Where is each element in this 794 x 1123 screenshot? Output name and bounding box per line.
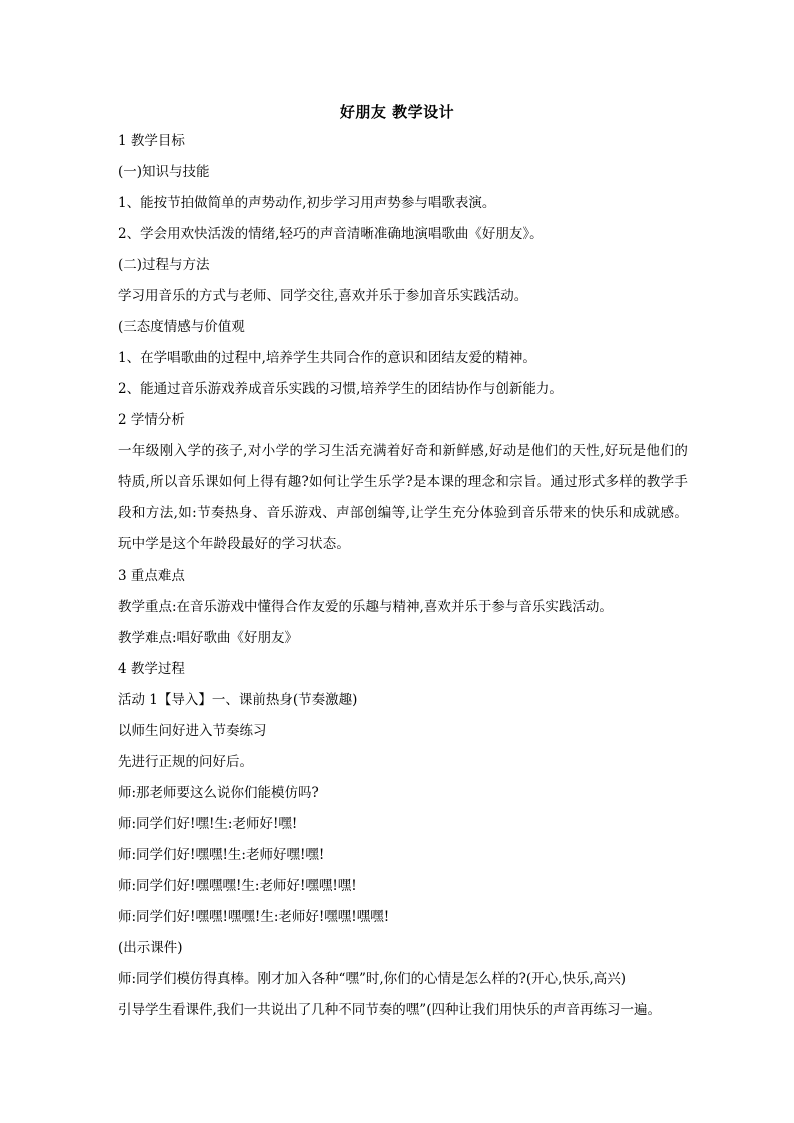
process-line: (出示课件) bbox=[118, 940, 183, 956]
document-body bbox=[118, 131, 688, 1031]
dialogue-line: 师:那老师要这么说你们能模仿吗? bbox=[118, 785, 319, 801]
dialogue-line: 师:同学们模仿得真棒。刚才加入各种“嘿”时,你们的心情是怎么样的?(开心,快乐,高兴) bbox=[118, 971, 626, 987]
heading-key-points: 3 重点难点 bbox=[118, 568, 185, 584]
analysis-paragraph: 一年级刚入学的孩子,对小学的学习生活充满着好奇和新鲜感,好动是他们的天性,好玩是他们的特质,所以音乐课如何上得有趣?如何让学生乐学?是本课的理念和宗旨。通过形式多样的教学手段和方法,如:节奏热身、音乐游戏、声部创编等,让学生充分体验到音乐带来的快乐和成就感。玩中学是这个年龄段最好的学习状态。 bbox=[118, 443, 688, 552]
heading-teaching-goals: 1 教学目标 bbox=[118, 133, 185, 149]
goal-item: 1、能按节拍做简单的声势动作,初步学习用声势参与唱歌表演。 bbox=[118, 195, 496, 211]
process-line: 以师生问好进入节奏练习 bbox=[118, 723, 267, 739]
key-point-text: 教学重点:在音乐游戏中懂得合作友爱的乐趣与精神,喜欢并乐于参与音乐实践活动。 bbox=[118, 599, 613, 615]
dialogue-line: 师:同学们好!嘿嘿!生:老师好嘿!嘿! bbox=[118, 847, 325, 863]
goal-item: 2、能通过音乐游戏养成音乐实践的习惯,培养学生的团结协作与创新能力。 bbox=[118, 381, 563, 397]
goal-item: 2、学会用欢快活泼的情绪,轻巧的声音清晰准确地演唱歌曲《好朋友》。 bbox=[118, 226, 543, 242]
activity-heading: 活动 1【导入】一、课前热身(节奏激趣) bbox=[118, 692, 358, 708]
heading-teaching-process: 4 教学过程 bbox=[118, 661, 185, 677]
dialogue-line: 师:同学们好!嘿!生:老师好!嘿! bbox=[118, 816, 298, 832]
subheading-process-methods: (二)过程与方法 bbox=[118, 257, 210, 273]
goal-item: 学习用音乐的方式与老师、同学交往,喜欢并乐于参加音乐实践活动。 bbox=[118, 288, 528, 304]
subheading-attitude-values: (三态度情感与价值观 bbox=[118, 319, 245, 335]
dialogue-line: 师:同学们好!嘿嘿嘿!生:老师好!嘿嘿!嘿! bbox=[118, 878, 357, 894]
goal-item: 1、在学唱歌曲的过程中,培养学生共同合作的意识和团结友爱的精神。 bbox=[118, 350, 536, 366]
heading-student-analysis: 2 学情分析 bbox=[118, 412, 185, 428]
process-line: 引导学生看课件,我们一共说出了几种不同节奏的嘿”(四种让我们用快乐的声音再练习一遍。 bbox=[118, 1002, 661, 1018]
subheading-knowledge-skills: (一)知识与技能 bbox=[118, 164, 210, 180]
dialogue-line: 师:同学们好!嘿嘿!嘿嘿!生:老师好!嘿嘿!嘿嘿! bbox=[118, 909, 390, 925]
difficulty-text: 教学难点:唱好歌曲《好朋友》 bbox=[118, 630, 299, 646]
process-line: 先进行正规的问好后。 bbox=[118, 754, 253, 770]
document-title: 好朋友 教学设计 bbox=[339, 103, 455, 121]
